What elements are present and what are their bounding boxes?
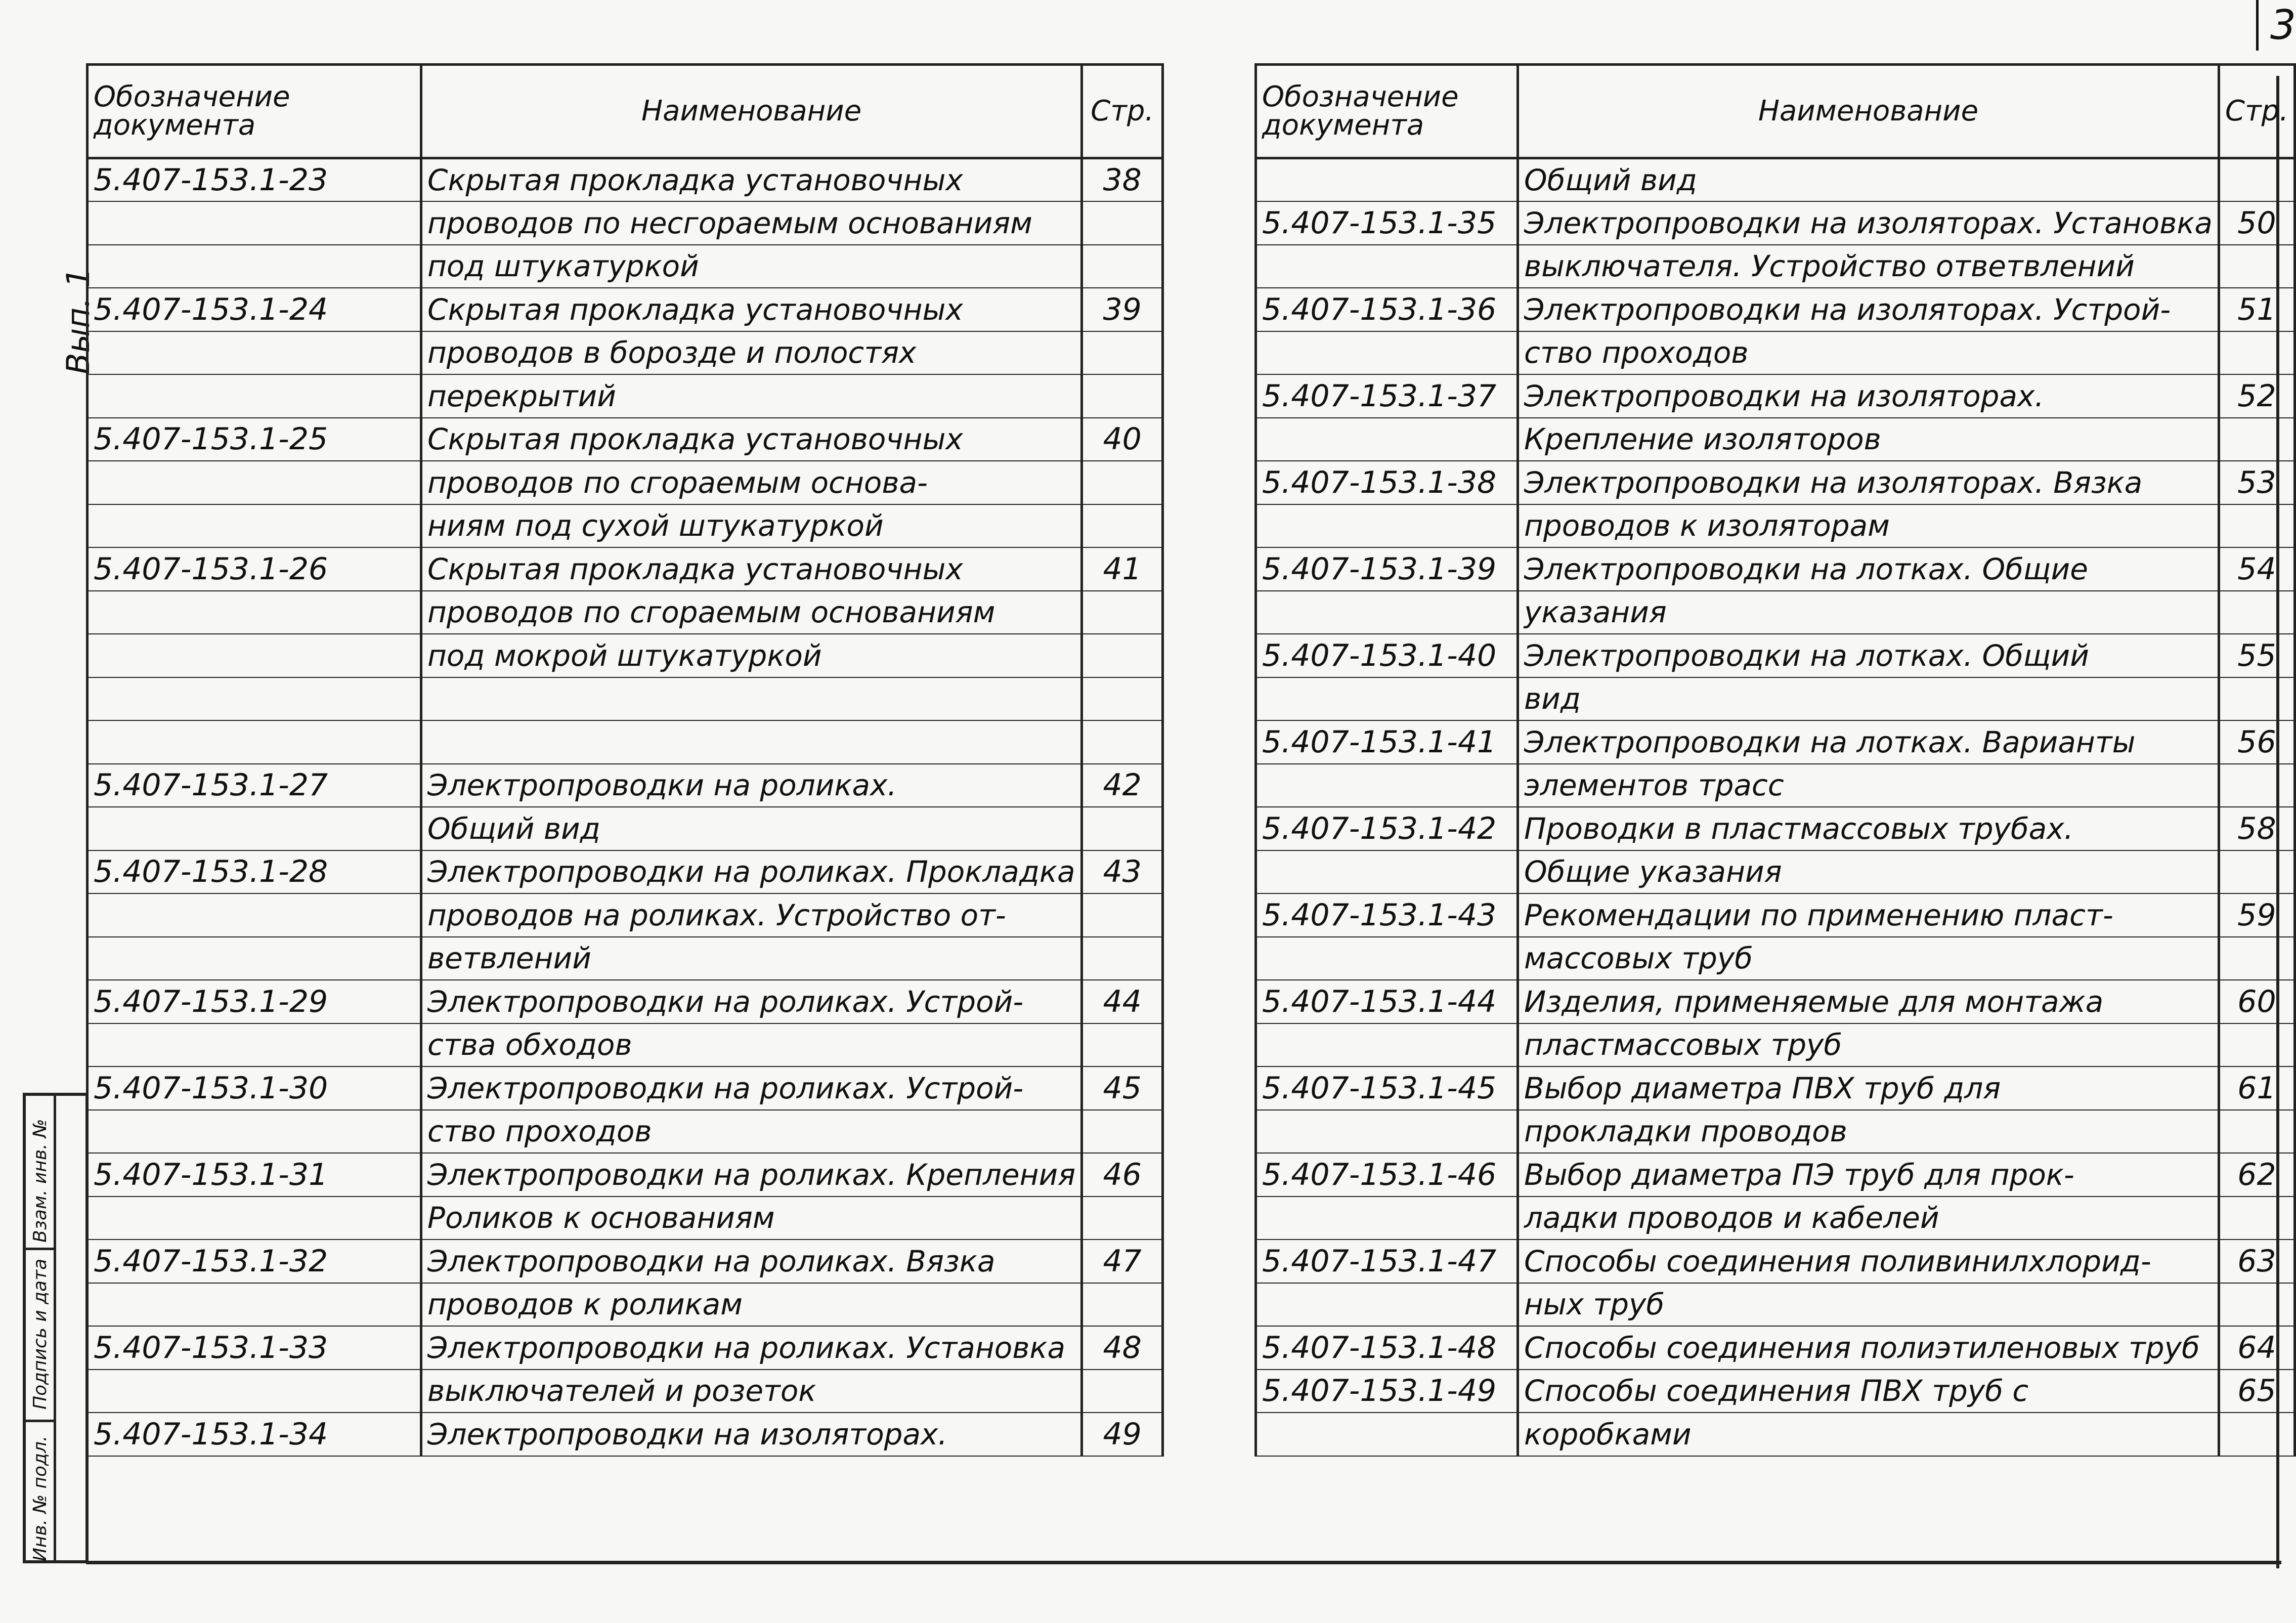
doc-title: Электропроводки на роликах. Крепления	[421, 1153, 1082, 1197]
page-ref: 49	[1082, 1413, 1163, 1456]
page-ref	[2219, 1197, 2294, 1240]
table-row	[88, 1370, 1163, 1413]
page-ref	[2219, 158, 2294, 202]
issue-label: Вып. 1	[60, 268, 97, 374]
table-row	[1256, 547, 2295, 591]
contents-table-right	[1254, 63, 2296, 1457]
doc-title: Электропроводки на роликах. Устрой-	[421, 980, 1082, 1023]
doc-code	[88, 1370, 421, 1413]
doc-title: ства обходов	[421, 1023, 1082, 1067]
table-row	[1256, 764, 2295, 807]
doc-title: Электропроводки на роликах. Установка	[421, 1326, 1082, 1370]
doc-code	[1256, 850, 1518, 894]
doc-code	[1256, 245, 1518, 288]
page-ref	[2219, 850, 2294, 894]
doc-title: выключателя. Устройство ответвлений	[1518, 245, 2219, 288]
header-page: Стр.	[2219, 65, 2294, 158]
doc-code: 5.407-153.1-41	[1256, 720, 1518, 764]
table-row	[88, 850, 1163, 894]
doc-title: ство проходов	[421, 1110, 1082, 1154]
doc-title: Скрытая прокладка установочных	[421, 288, 1082, 331]
table-row	[88, 547, 1163, 591]
doc-code	[88, 677, 421, 721]
doc-title: массовых труб	[1518, 937, 2219, 980]
table-row	[88, 591, 1163, 634]
table-row	[88, 374, 1163, 418]
page-ref: 45	[1082, 1066, 1163, 1110]
doc-code	[88, 245, 421, 288]
doc-title: коробками	[1518, 1413, 2219, 1456]
doc-code	[88, 461, 421, 504]
doc-code: 5.407-153.1-29	[88, 980, 421, 1023]
page-ref: 60	[2219, 980, 2294, 1023]
table-row	[1256, 1066, 2295, 1110]
page-ref: 50	[2219, 201, 2294, 245]
doc-code: 5.407-153.1-34	[88, 1413, 421, 1456]
page-number: 3	[2270, 2, 2296, 49]
doc-title: под мокрой штукатуркой	[421, 634, 1082, 677]
stamp-divider	[26, 1248, 56, 1250]
page-ref: 51	[2219, 288, 2294, 331]
table-row	[88, 1326, 1163, 1370]
doc-code	[1256, 677, 1518, 721]
table-row	[1256, 1326, 2295, 1370]
table-row	[88, 201, 1163, 245]
page-ref	[2219, 1023, 2294, 1067]
doc-code	[88, 893, 421, 937]
page-ref	[1082, 1110, 1163, 1154]
table-header-row	[1256, 65, 2295, 158]
table-row	[88, 1413, 1163, 1456]
doc-title: Электропроводки на изоляторах. Устрой-	[1518, 288, 2219, 331]
table-row	[88, 1197, 1163, 1240]
doc-title: проводов по несгораемым основаниям	[421, 201, 1082, 245]
doc-code: 5.407-153.1-35	[1256, 201, 1518, 245]
table-row	[1256, 1413, 2295, 1456]
doc-code: 5.407-153.1-38	[1256, 461, 1518, 504]
doc-code	[1256, 158, 1518, 202]
doc-title: Скрытая прокладка установочных	[421, 158, 1082, 202]
doc-code	[88, 591, 421, 634]
page-ref	[1082, 893, 1163, 937]
doc-title: Электропроводки на роликах. Устрой-	[421, 1066, 1082, 1110]
table-row	[1256, 1197, 2295, 1240]
table-row	[88, 720, 1163, 764]
page-number-bar	[2256, 0, 2259, 51]
table-row	[88, 1283, 1163, 1327]
page-ref	[2219, 764, 2294, 807]
doc-title: Электропроводки на изоляторах.	[1518, 374, 2219, 418]
doc-title: Электропроводки на изоляторах.	[421, 1413, 1082, 1456]
table-row	[1256, 1110, 2295, 1154]
doc-title	[421, 720, 1082, 764]
doc-code	[1256, 1197, 1518, 1240]
doc-code: 5.407-153.1-45	[1256, 1066, 1518, 1110]
doc-title: указания	[1518, 591, 2219, 634]
page-ref	[2219, 331, 2294, 375]
doc-title: ство проходов	[1518, 331, 2219, 375]
doc-title: Роликов к основаниям	[421, 1197, 1082, 1240]
doc-title: Электропроводки на лотках. Общий	[1518, 634, 2219, 677]
table-row	[88, 677, 1163, 721]
doc-title: Электропроводки на роликах. Вязка	[421, 1240, 1082, 1283]
doc-title: Выбор диаметра ПЭ труб для прок-	[1518, 1153, 2219, 1197]
doc-title: Общий вид	[421, 807, 1082, 850]
doc-code	[88, 634, 421, 677]
doc-title: проводов на роликах. Устройство от-	[421, 893, 1082, 937]
doc-title: Электропроводки на изоляторах. Вязка	[1518, 461, 2219, 504]
doc-code	[88, 1197, 421, 1240]
doc-title	[421, 677, 1082, 721]
table-row	[1256, 1023, 2295, 1067]
doc-code	[1256, 331, 1518, 375]
page-ref	[1082, 504, 1163, 548]
doc-code	[1256, 504, 1518, 548]
page-ref	[1082, 245, 1163, 288]
table-row	[88, 461, 1163, 504]
doc-title: элементов трасс	[1518, 764, 2219, 807]
doc-title: Способы соединения поливинилхлорид-	[1518, 1240, 2219, 1283]
page-ref	[2219, 504, 2294, 548]
page-ref: 55	[2219, 634, 2294, 677]
page-ref	[2219, 591, 2294, 634]
table-row	[1256, 980, 2295, 1023]
header-page: Стр.	[1082, 65, 1163, 158]
doc-code: 5.407-153.1-49	[1256, 1370, 1518, 1413]
frame-bottom-edge	[86, 1561, 2281, 1564]
table-header-row	[88, 65, 1163, 158]
table-row	[1256, 331, 2295, 375]
page-ref	[1082, 807, 1163, 850]
doc-title: Способы соединения ПВХ труб с	[1518, 1370, 2219, 1413]
page-ref	[1082, 1197, 1163, 1240]
doc-code	[1256, 937, 1518, 980]
doc-title: Крепление изоляторов	[1518, 418, 2219, 461]
doc-code: 5.407-153.1-24	[88, 288, 421, 331]
table-row	[88, 1240, 1163, 1283]
doc-code	[88, 504, 421, 548]
doc-title: проводов по сгораемым основаниям	[421, 591, 1082, 634]
page-ref: 56	[2219, 720, 2294, 764]
page-ref	[1082, 1023, 1163, 1067]
page-ref: 54	[2219, 547, 2294, 591]
page-ref	[2219, 937, 2294, 980]
table-row	[88, 634, 1163, 677]
page-ref	[1082, 634, 1163, 677]
page-ref: 41	[1082, 547, 1163, 591]
page-ref: 47	[1082, 1240, 1163, 1283]
table-row	[88, 764, 1163, 807]
page-ref: 43	[1082, 850, 1163, 894]
doc-code: 5.407-153.1-33	[88, 1326, 421, 1370]
doc-code: 5.407-153.1-25	[88, 418, 421, 461]
doc-code: 5.407-153.1-37	[1256, 374, 1518, 418]
doc-code: 5.407-153.1-32	[88, 1240, 421, 1283]
doc-title: ветвлений	[421, 937, 1082, 980]
doc-code	[1256, 1023, 1518, 1067]
page-ref	[1082, 937, 1163, 980]
table-row	[88, 245, 1163, 288]
doc-title: Выбор диаметра ПВХ труб для	[1518, 1066, 2219, 1110]
doc-title: проводов по сгораемым основа-	[421, 461, 1082, 504]
table-row	[88, 504, 1163, 548]
doc-title: проводов к роликам	[421, 1283, 1082, 1327]
header-code: Обозначение документа	[88, 65, 421, 158]
doc-code	[1256, 764, 1518, 807]
header-name: Наименование	[1518, 65, 2219, 158]
doc-title: ниям под сухой штукатуркой	[421, 504, 1082, 548]
doc-code	[88, 1283, 421, 1327]
doc-code: 5.407-153.1-46	[1256, 1153, 1518, 1197]
page-ref: 53	[2219, 461, 2294, 504]
doc-title: Скрытая прокладка установочных	[421, 418, 1082, 461]
page-ref: 62	[2219, 1153, 2294, 1197]
doc-code: 5.407-153.1-42	[1256, 807, 1518, 850]
doc-title: Электропроводки на роликах. Прокладка	[421, 850, 1082, 894]
doc-code: 5.407-153.1-27	[88, 764, 421, 807]
page-ref	[2219, 677, 2294, 721]
page-ref: 61	[2219, 1066, 2294, 1110]
stamp-signature-date: Подпись и дата	[30, 1258, 51, 1410]
doc-code	[1256, 418, 1518, 461]
table-row	[1256, 1153, 2295, 1197]
table-row	[1256, 201, 2295, 245]
table-row	[1256, 850, 2295, 894]
doc-code	[88, 201, 421, 245]
page-ref: 40	[1082, 418, 1163, 461]
table-row	[88, 1066, 1163, 1110]
doc-code	[88, 331, 421, 375]
doc-title: перекрытий	[421, 374, 1082, 418]
page-ref	[1082, 1370, 1163, 1413]
page-ref	[1082, 1283, 1163, 1327]
table-row	[88, 807, 1163, 850]
doc-title: Электропроводки на роликах.	[421, 764, 1082, 807]
doc-title: Проводки в пластмассовых трубах.	[1518, 807, 2219, 850]
table-row	[1256, 245, 2295, 288]
table-row	[1256, 677, 2295, 721]
doc-title: ных труб	[1518, 1283, 2219, 1327]
page-ref	[2219, 1413, 2294, 1456]
page-ref: 39	[1082, 288, 1163, 331]
table-row	[88, 418, 1163, 461]
header-name: Наименование	[421, 65, 1082, 158]
doc-title: Электропроводки на лотках. Варианты	[1518, 720, 2219, 764]
table-row	[1256, 634, 2295, 677]
doc-code	[1256, 1283, 1518, 1327]
doc-code	[1256, 1413, 1518, 1456]
doc-title: Способы соединения полиэтиленовых труб	[1518, 1326, 2219, 1370]
doc-title: Изделия, применяемые для монтажа	[1518, 980, 2219, 1023]
stamp-replacement-inv: Взам. инв. №	[30, 1119, 51, 1243]
doc-code: 5.407-153.1-39	[1256, 547, 1518, 591]
page-ref: 42	[1082, 764, 1163, 807]
page-ref	[1082, 374, 1163, 418]
doc-code: 5.407-153.1-43	[1256, 893, 1518, 937]
table-row	[1256, 591, 2295, 634]
doc-code: 5.407-153.1-31	[88, 1153, 421, 1197]
stamp-inv-original: Инв. № подл.	[30, 1435, 51, 1561]
table-row	[1256, 374, 2295, 418]
doc-title: вид	[1518, 677, 2219, 721]
page-ref	[1082, 461, 1163, 504]
doc-title: Рекомендации по применению пласт-	[1518, 893, 2219, 937]
doc-title: Электропроводки на изоляторах. Установка	[1518, 201, 2219, 245]
doc-code: 5.407-153.1-30	[88, 1066, 421, 1110]
doc-title: под штукатуркой	[421, 245, 1082, 288]
doc-title: Общие указания	[1518, 850, 2219, 894]
title-stamp-strip	[23, 1093, 89, 1563]
table-row	[88, 1023, 1163, 1067]
doc-code	[1256, 591, 1518, 634]
table-row	[88, 937, 1163, 980]
table-row	[88, 980, 1163, 1023]
doc-title: проводов в борозде и полостях	[421, 331, 1082, 375]
table-row	[88, 1110, 1163, 1154]
page-ref	[2219, 245, 2294, 288]
page-ref: 44	[1082, 980, 1163, 1023]
table-row	[1256, 288, 2295, 331]
doc-code: 5.407-153.1-26	[88, 547, 421, 591]
table-row	[1256, 1370, 2295, 1413]
doc-title: Скрытая прокладка установочных	[421, 547, 1082, 591]
page-ref: 58	[2219, 807, 2294, 850]
table-row	[1256, 158, 2295, 202]
contents-table-left	[86, 63, 1164, 1457]
stamp-divider	[26, 1420, 56, 1422]
page-ref: 59	[2219, 893, 2294, 937]
page-ref: 52	[2219, 374, 2294, 418]
header-code: Обозначение документа	[1256, 65, 1518, 158]
doc-title: проводов к изоляторам	[1518, 504, 2219, 548]
table-row	[1256, 504, 2295, 548]
page-ref: 64	[2219, 1326, 2294, 1370]
page-ref	[1082, 720, 1163, 764]
table-row	[1256, 461, 2295, 504]
table-row	[88, 1153, 1163, 1197]
doc-code: 5.407-153.1-40	[1256, 634, 1518, 677]
table-row	[1256, 807, 2295, 850]
doc-code	[88, 807, 421, 850]
table-row	[1256, 893, 2295, 937]
page-ref	[2219, 1283, 2294, 1327]
table-row	[88, 893, 1163, 937]
page-ref	[1082, 331, 1163, 375]
page-ref: 63	[2219, 1240, 2294, 1283]
table-row	[1256, 937, 2295, 980]
table-row	[88, 158, 1163, 202]
doc-title: Общий вид	[1518, 158, 2219, 202]
doc-code: 5.407-153.1-47	[1256, 1240, 1518, 1283]
page-ref: 65	[2219, 1370, 2294, 1413]
doc-title: выключателей и розеток	[421, 1370, 1082, 1413]
doc-title: прокладки проводов	[1518, 1110, 2219, 1154]
page-ref	[1082, 591, 1163, 634]
doc-title: пластмассовых труб	[1518, 1023, 2219, 1067]
table-row	[1256, 1283, 2295, 1327]
page-ref: 48	[1082, 1326, 1163, 1370]
doc-code	[88, 720, 421, 764]
doc-title: Электропроводки на лотках. Общие	[1518, 547, 2219, 591]
table-row	[88, 288, 1163, 331]
page-ref	[1082, 201, 1163, 245]
doc-code	[88, 1023, 421, 1067]
page-ref	[1082, 677, 1163, 721]
doc-code: 5.407-153.1-44	[1256, 980, 1518, 1023]
table-row	[88, 331, 1163, 375]
page-ref: 46	[1082, 1153, 1163, 1197]
doc-code	[88, 374, 421, 418]
table-row	[1256, 418, 2295, 461]
page-ref	[2219, 418, 2294, 461]
doc-code: 5.407-153.1-23	[88, 158, 421, 202]
doc-code: 5.407-153.1-48	[1256, 1326, 1518, 1370]
doc-code	[88, 1110, 421, 1154]
page-ref	[2219, 1110, 2294, 1154]
doc-code: 5.407-153.1-36	[1256, 288, 1518, 331]
table-row	[1256, 1240, 2295, 1283]
doc-code	[88, 937, 421, 980]
doc-title: ладки проводов и кабелей	[1518, 1197, 2219, 1240]
doc-code	[1256, 1110, 1518, 1154]
page-ref: 38	[1082, 158, 1163, 202]
doc-code: 5.407-153.1-28	[88, 850, 421, 894]
table-row	[1256, 720, 2295, 764]
